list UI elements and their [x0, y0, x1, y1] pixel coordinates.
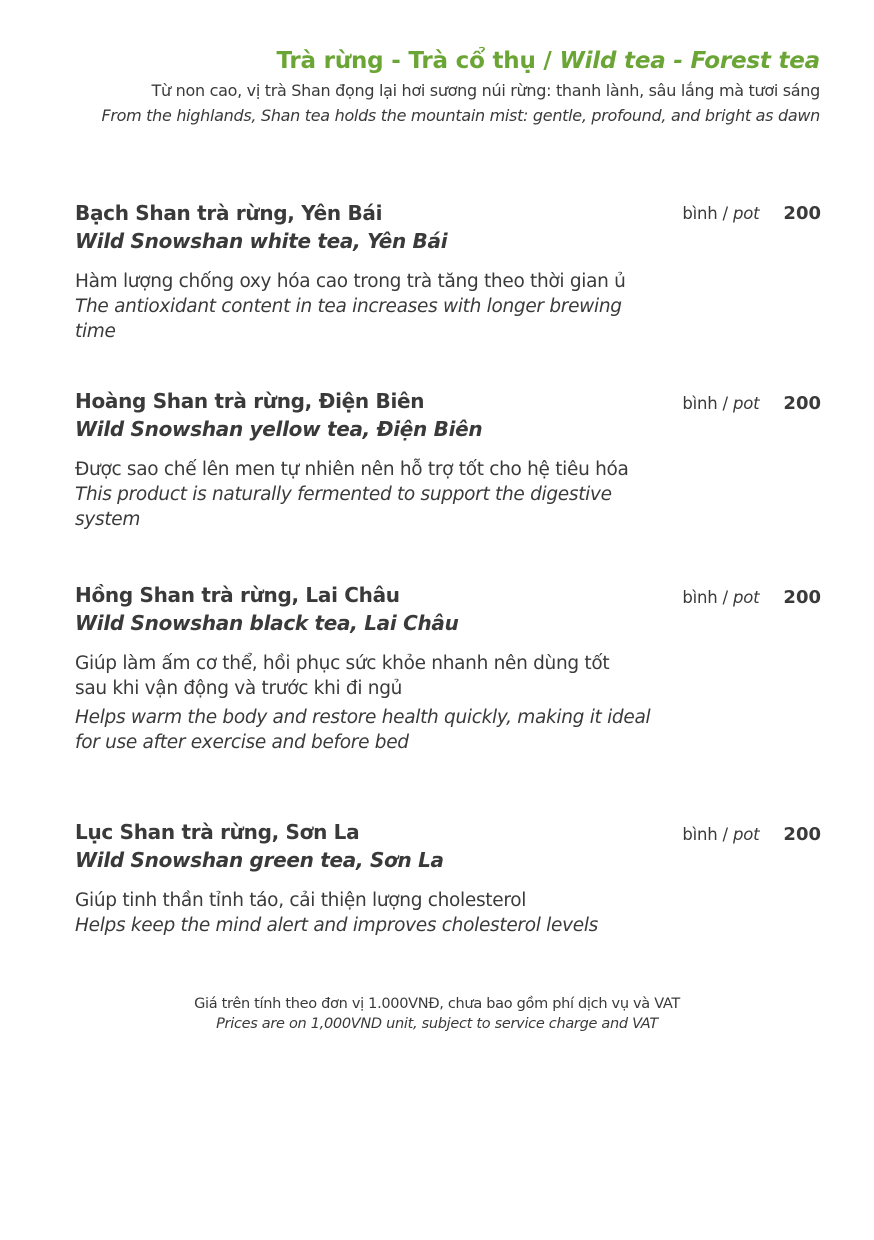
menu-item-white-tea [75, 199, 821, 344]
serving-unit [682, 588, 759, 607]
item-description [75, 888, 655, 938]
item-price: 200 [783, 824, 821, 845]
serving-unit [682, 204, 759, 223]
serving-unit-en: pot [732, 588, 760, 607]
serving-unit-vi: bình / [682, 588, 733, 607]
serving-unit-en: pot [732, 394, 760, 413]
item-desc-en: Helps warm the body and restore health quickly, making it ideal [75, 707, 651, 728]
menu-item-yellow-tea [75, 387, 821, 532]
item-desc-en: The antioxidant content in tea increases with longer brewing time [75, 296, 622, 342]
item-desc-vi: Giúp tinh thần tỉnh táo, cải thiện lượng cholesterol [75, 890, 527, 911]
item-price: 200 [783, 393, 821, 414]
item-name-vi: Bạch Shan trà rừng, Yên Bái [75, 201, 383, 225]
price-note-vi: Giá trên tính theo đơn vị 1.000VNĐ, chưa bao gồm phí dịch vụ và VAT [194, 996, 680, 1012]
item-desc-en: for use after exercise and before bed [75, 732, 409, 753]
page-subtitle-en: From the highlands, Shan tea holds the mountain mist: gentle, profound, and bright as dawn [101, 106, 820, 125]
item-name-en: Wild Snowshan yellow tea, Điện Biên [75, 417, 483, 441]
page-title-vi: Trà rừng - Trà cổ thụ / [276, 48, 560, 74]
item-name-vi: Hoàng Shan trà rừng, Điện Biên [75, 389, 425, 413]
serving-unit-en: pot [732, 825, 760, 844]
price-note-en: Prices are on 1,000VND unit, subject to service charge and VAT [216, 1016, 658, 1032]
item-price: 200 [783, 587, 821, 608]
price-block [682, 587, 821, 608]
price-block [682, 824, 821, 845]
menu-item-black-tea [75, 581, 821, 755]
item-price: 200 [783, 203, 821, 224]
serving-unit-vi: bình / [682, 825, 733, 844]
item-description [75, 651, 655, 755]
item-desc-en: Helps keep the mind alert and improves cholesterol levels [75, 915, 598, 936]
price-block [682, 203, 821, 224]
item-description [75, 457, 655, 532]
menu-header [101, 44, 820, 128]
item-desc-vi: sau khi vận động và trước khi đi ngủ [75, 678, 403, 699]
serving-unit-en: pot [732, 204, 760, 223]
page-subtitle-vi: Từ non cao, vị trà Shan đọng lại hơi sương núi rừng: thanh lành, sâu lắng mà tươi sáng [151, 81, 820, 100]
serving-unit [682, 825, 759, 844]
serving-unit [682, 394, 759, 413]
page-title-en: Wild tea - Forest tea [559, 48, 820, 74]
item-name-vi: Hồng Shan trà rừng, Lai Châu [75, 583, 400, 607]
item-desc-en: This product is naturally fermented to support the digestive system [75, 484, 612, 530]
item-name-en: Wild Snowshan white tea, Yên Bái [75, 229, 448, 253]
serving-unit-vi: bình / [682, 204, 733, 223]
item-desc-vi: Giúp làm ấm cơ thể, hồi phục sức khỏe nhanh nên dùng tốt [75, 653, 610, 674]
price-note [0, 994, 874, 1034]
item-name-en: Wild Snowshan black tea, Lai Châu [75, 611, 459, 635]
item-desc-vi: Được sao chế lên men tự nhiên nên hỗ trợ tốt cho hệ tiêu hóa [75, 459, 629, 480]
item-name-en: Wild Snowshan green tea, Sơn La [75, 848, 444, 872]
item-description [75, 269, 655, 344]
item-desc-vi: Hàm lượng chống oxy hóa cao trong trà tăng theo thời gian ủ [75, 271, 626, 292]
menu-item-green-tea [75, 818, 821, 938]
price-block [682, 393, 821, 414]
serving-unit-vi: bình / [682, 394, 733, 413]
page-title [101, 44, 820, 78]
item-name-vi: Lục Shan trà rừng, Sơn La [75, 820, 360, 844]
